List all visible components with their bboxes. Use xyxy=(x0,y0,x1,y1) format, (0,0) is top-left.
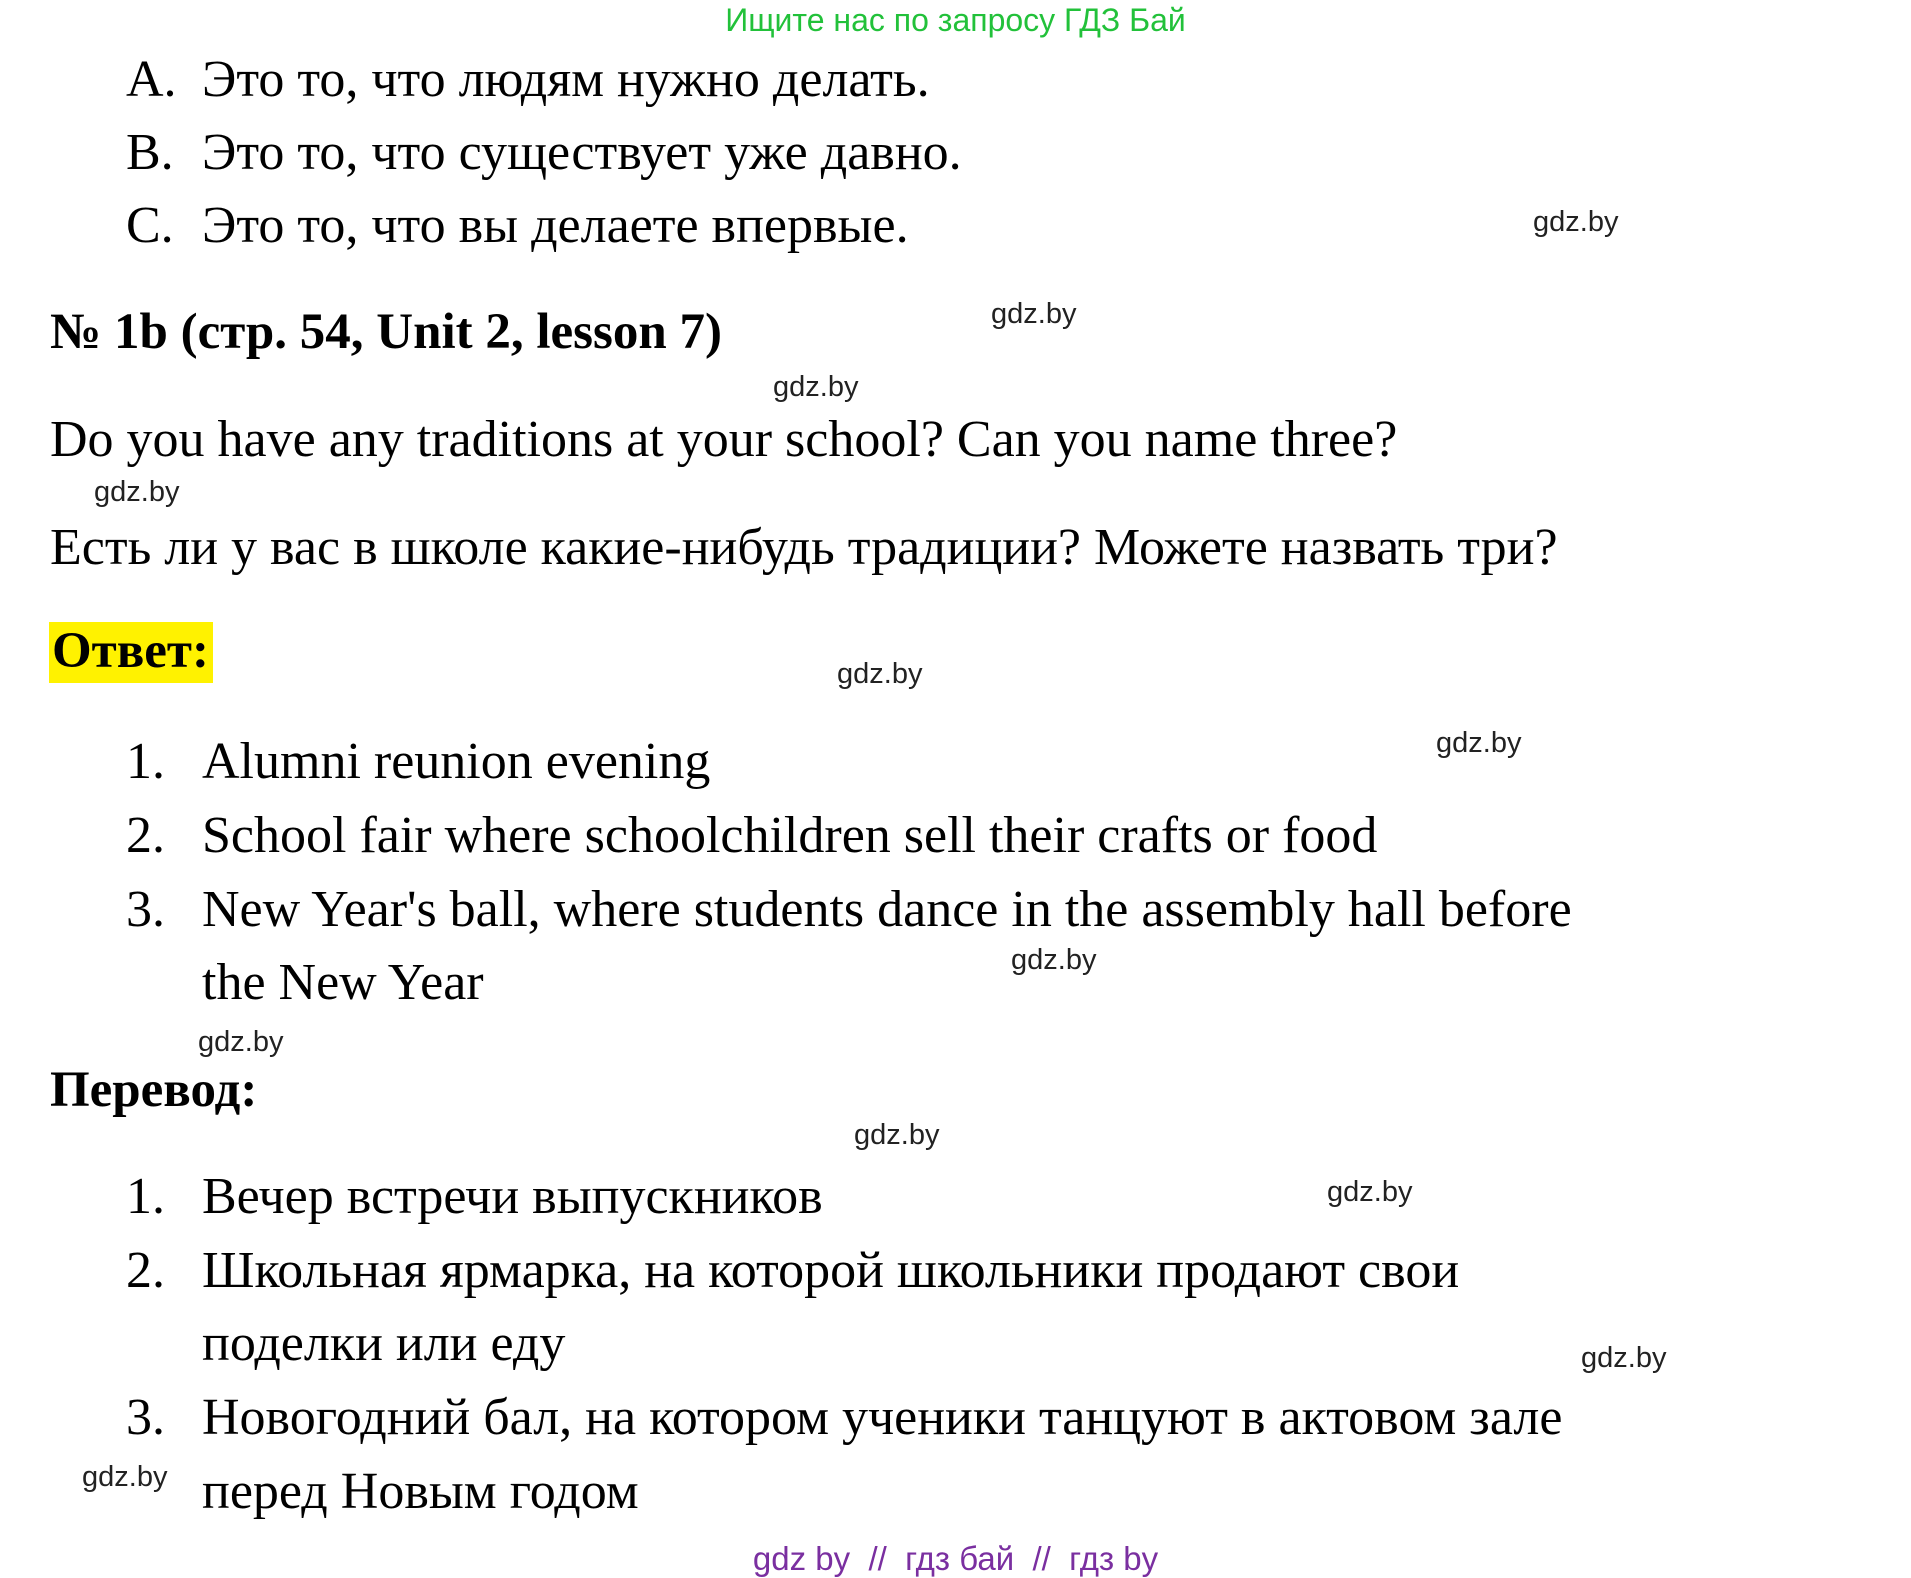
watermark: gdz.by xyxy=(198,1026,284,1058)
answer-item-3 xyxy=(126,880,1572,939)
footer-watermark: gdz by // гдз бай // гдз by xyxy=(752,1540,1159,1577)
watermark: gdz.by xyxy=(82,1461,168,1493)
item-number: 2. xyxy=(126,1242,165,1299)
watermark: gdz.by xyxy=(1327,1176,1413,1208)
item-text: New Year's ball, where students dance in the assembly hall before xyxy=(202,881,1572,938)
watermark: gdz.by xyxy=(94,476,180,508)
task-heading: № 1b (стр. 54, Unit 2, lesson 7) xyxy=(50,304,722,360)
translation-item-3-continuation: перед Новым годом xyxy=(202,1463,639,1520)
question-russian: Есть ли у вас в школе какие-нибудь традиции? Можете назвать три? xyxy=(50,519,1558,576)
watermark: gdz.by xyxy=(1533,206,1619,238)
answer-item-1 xyxy=(126,732,710,791)
question-english: Do you have any traditions at your school? Can you name three? xyxy=(50,411,1398,468)
item-number: 3. xyxy=(126,1389,165,1446)
watermark: gdz.by xyxy=(991,298,1077,330)
translation-item-3 xyxy=(126,1388,1562,1447)
option-text: Это то, что существует уже давно. xyxy=(202,124,962,181)
option-a xyxy=(126,50,930,109)
item-text: Новогодний бал, на котором ученики танцуют в актовом зале xyxy=(202,1389,1563,1446)
translation-item-2-continuation: поделки или еду xyxy=(202,1315,566,1372)
item-number: 3. xyxy=(126,881,165,938)
item-number: 1. xyxy=(126,733,165,790)
item-text: School fair where schoolchildren sell their crafts or food xyxy=(202,807,1378,864)
translation-label: Перевод: xyxy=(50,1062,258,1118)
option-text: Это то, что людям нужно делать. xyxy=(202,51,930,108)
option-letter: C. xyxy=(126,197,174,254)
search-banner: Ищите нас по запросу ГДЗ Бай xyxy=(725,2,1186,38)
watermark: gdz.by xyxy=(837,658,923,690)
watermark: gdz.by xyxy=(773,371,859,403)
item-number: 2. xyxy=(126,807,165,864)
answer-item-3-continuation: the New Year xyxy=(202,954,484,1011)
watermark: gdz.by xyxy=(854,1119,940,1151)
translation-item-2 xyxy=(126,1241,1459,1300)
watermark: gdz.by xyxy=(1581,1342,1667,1374)
item-number: 1. xyxy=(126,1168,165,1225)
option-b xyxy=(126,123,962,182)
item-text: Вечер встречи выпускников xyxy=(202,1168,823,1225)
translation-item-1 xyxy=(126,1167,823,1226)
option-text: Это то, что вы делаете впервые. xyxy=(202,197,909,254)
watermark: gdz.by xyxy=(1011,944,1097,976)
option-c xyxy=(126,196,909,255)
item-text: Alumni reunion evening xyxy=(202,733,711,790)
answer-label: Ответ: xyxy=(49,622,213,683)
answer-item-2 xyxy=(126,806,1377,865)
option-letter: B. xyxy=(126,124,174,181)
option-letter: A. xyxy=(126,51,177,108)
item-text: Школьная ярмарка, на которой школьники продают свои xyxy=(202,1242,1460,1299)
watermark: gdz.by xyxy=(1436,727,1522,759)
